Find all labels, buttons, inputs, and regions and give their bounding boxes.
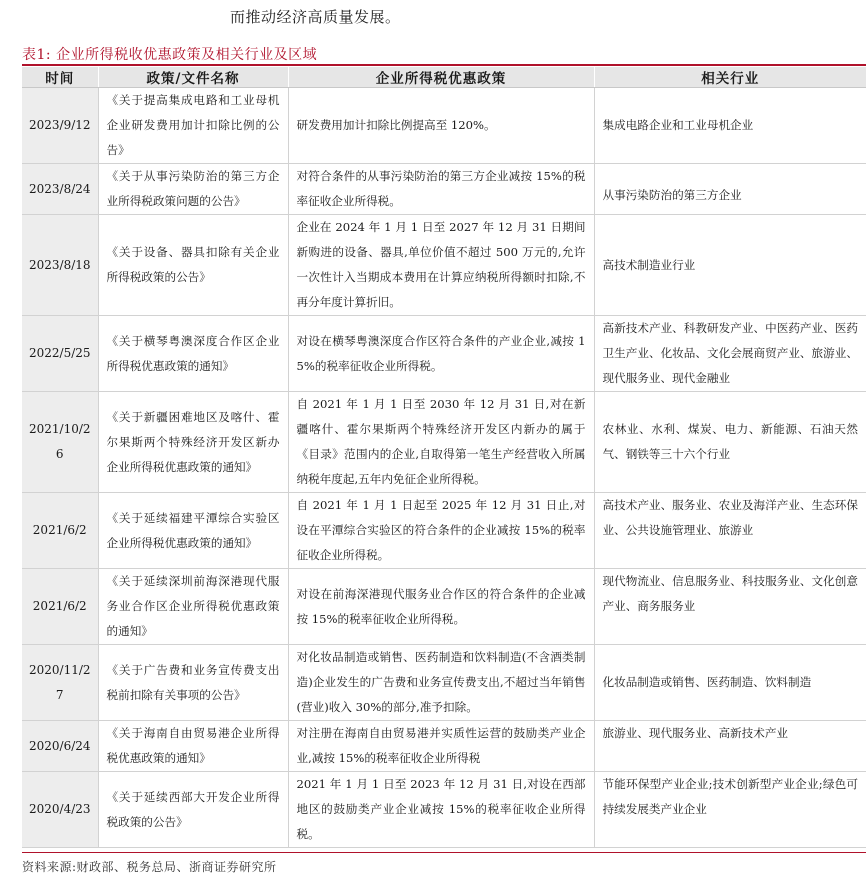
- row-policy: 自 2021 年 1 月 1 日至 2030 年 12 月 31 日,对在新疆喀什、霍尔果斯两个特殊经济开发区内新办的属于《目录》范围内的企业,自取得第一笔生产经营收入所属纳税年度起,五年内免征企业所得税。: [288, 392, 594, 493]
- table-row: [22, 215, 866, 316]
- row-industry: 集成电路企业和工业母机企业: [594, 88, 866, 164]
- table-row: [22, 569, 866, 645]
- intro-text: 而推动经济高质量发展。: [230, 8, 401, 26]
- row-industry: 节能环保型产业企业;技术创新型产业企业;绿色可持续发展类产业企业: [594, 772, 866, 848]
- row-policy: 企业在 2024 年 1 月 1 日至 2027 年 12 月 31 日期间新购进的设备、器具,单位价值不超过 500 万元的,允许一次性计入当期成本费用在计算应纳税所得额时扣除,不再分年度计算折旧。: [288, 215, 594, 316]
- row-doc: 《关于横琴粤澳深度合作区企业所得税优惠政策的通知》: [98, 316, 288, 392]
- row-industry: 高技术产业、服务业、农业及海洋产业、生态环保业、公共设施管理业、旅游业: [594, 493, 866, 569]
- table-row: [22, 392, 866, 493]
- table-row: [22, 164, 866, 215]
- row-date: 2020/4/23: [22, 772, 98, 848]
- header-policy: 企业所得税优惠政策: [288, 67, 594, 88]
- row-industry: 从事污染防治的第三方企业: [594, 164, 866, 215]
- row-doc: 《关于新疆困难地区及喀什、霍尔果斯两个特殊经济开发区新办企业所得税优惠政策的通知》: [98, 392, 288, 493]
- table-header-row: [22, 67, 866, 88]
- row-policy: 对设在前海深港现代服务业合作区的符合条件的企业减按 15%的税率征收企业所得税。: [288, 569, 594, 645]
- row-date: 2022/5/25: [22, 316, 98, 392]
- row-policy: 研发费用加计扣除比例提高至 120%。: [288, 88, 594, 164]
- row-doc: 《关于延续西部大开发企业所得税政策的公告》: [98, 772, 288, 848]
- row-date: 2020/11/27: [22, 645, 98, 721]
- source-divider: [22, 852, 866, 853]
- policy-table: [22, 67, 866, 848]
- row-policy: 对符合条件的从事污染防治的第三方企业减按 15%的税率征收企业所得税。: [288, 164, 594, 215]
- row-policy: 2021 年 1 月 1 日至 2023 年 12 月 31 日,对设在西部地区的鼓励类产业企业减按 15%的税率征收企业所得税。: [288, 772, 594, 848]
- source-note: 资料来源:财政部、税务总局、浙商证券研究所: [22, 860, 277, 874]
- row-industry: 化妆品制造或销售、医药制造、饮料制造: [594, 645, 866, 721]
- row-doc: 《关于延续深圳前海深港现代服务业合作区企业所得税优惠政策的通知》: [98, 569, 288, 645]
- row-date: 2021/6/2: [22, 569, 98, 645]
- table-caption: 表1: 企业所得税收优惠政策及相关行业及区域: [22, 47, 318, 63]
- row-date: 2021/6/2: [22, 493, 98, 569]
- table-row: [22, 316, 866, 392]
- header-date: 时间: [22, 67, 98, 88]
- table-row: [22, 772, 866, 848]
- row-policy: 对注册在海南自由贸易港并实质性运营的鼓励类产业企业,减按 15%的税率征收企业所得税: [288, 721, 594, 772]
- table-row: [22, 88, 866, 164]
- row-date: 2021/10/26: [22, 392, 98, 493]
- row-date: 2020/6/24: [22, 721, 98, 772]
- row-doc: 《关于延续福建平潭综合实验区企业所得税优惠政策的通知》: [98, 493, 288, 569]
- row-industry: 高技术制造业行业: [594, 215, 866, 316]
- row-policy: 自 2021 年 1 月 1 日起至 2025 年 12 月 31 日止,对设在平潭综合实验区的符合条件的企业减按 15%的税率征收企业所得税。: [288, 493, 594, 569]
- row-industry: 高新技术产业、科教研发产业、中医药产业、医药卫生产业、化妆品、文化会展商贸产业、旅游业、现代服务业、现代金融业: [594, 316, 866, 392]
- row-doc: 《关于设备、器具扣除有关企业所得税政策的公告》: [98, 215, 288, 316]
- row-policy: 对设在横琴粤澳深度合作区符合条件的产业企业,减按 15%的税率征收企业所得税。: [288, 316, 594, 392]
- table-row: [22, 721, 866, 772]
- caption-divider: [22, 64, 866, 66]
- row-industry: 农林业、水利、煤炭、电力、新能源、石油天然气、钢铁等三十六个行业: [594, 392, 866, 493]
- row-doc: 《关于从事污染防治的第三方企业所得税政策问题的公告》: [98, 164, 288, 215]
- row-industry: 现代物流业、信息服务业、科技服务业、文化创意产业、商务服务业: [594, 569, 866, 645]
- row-doc: 《关于广告费和业务宣传费支出税前扣除有关事项的公告》: [98, 645, 288, 721]
- row-date: 2023/8/24: [22, 164, 98, 215]
- row-policy: 对化妆品制造或销售、医药制造和饮料制造(不含酒类制造)企业发生的广告费和业务宣传费支出,不超过当年销售(营业)收入 30%的部分,准予扣除。: [288, 645, 594, 721]
- row-doc: 《关于提高集成电路和工业母机企业研发费用加计扣除比例的公告》: [98, 88, 288, 164]
- row-doc: 《关于海南自由贸易港企业所得税优惠政策的通知》: [98, 721, 288, 772]
- table-row: [22, 645, 866, 721]
- row-date: 2023/8/18: [22, 215, 98, 316]
- row-industry: 旅游业、现代服务业、高新技术产业: [594, 721, 866, 772]
- row-date: 2023/9/12: [22, 88, 98, 164]
- table-row: [22, 493, 866, 569]
- header-doc: 政策/文件名称: [98, 67, 288, 88]
- header-industry: 相关行业: [594, 67, 866, 88]
